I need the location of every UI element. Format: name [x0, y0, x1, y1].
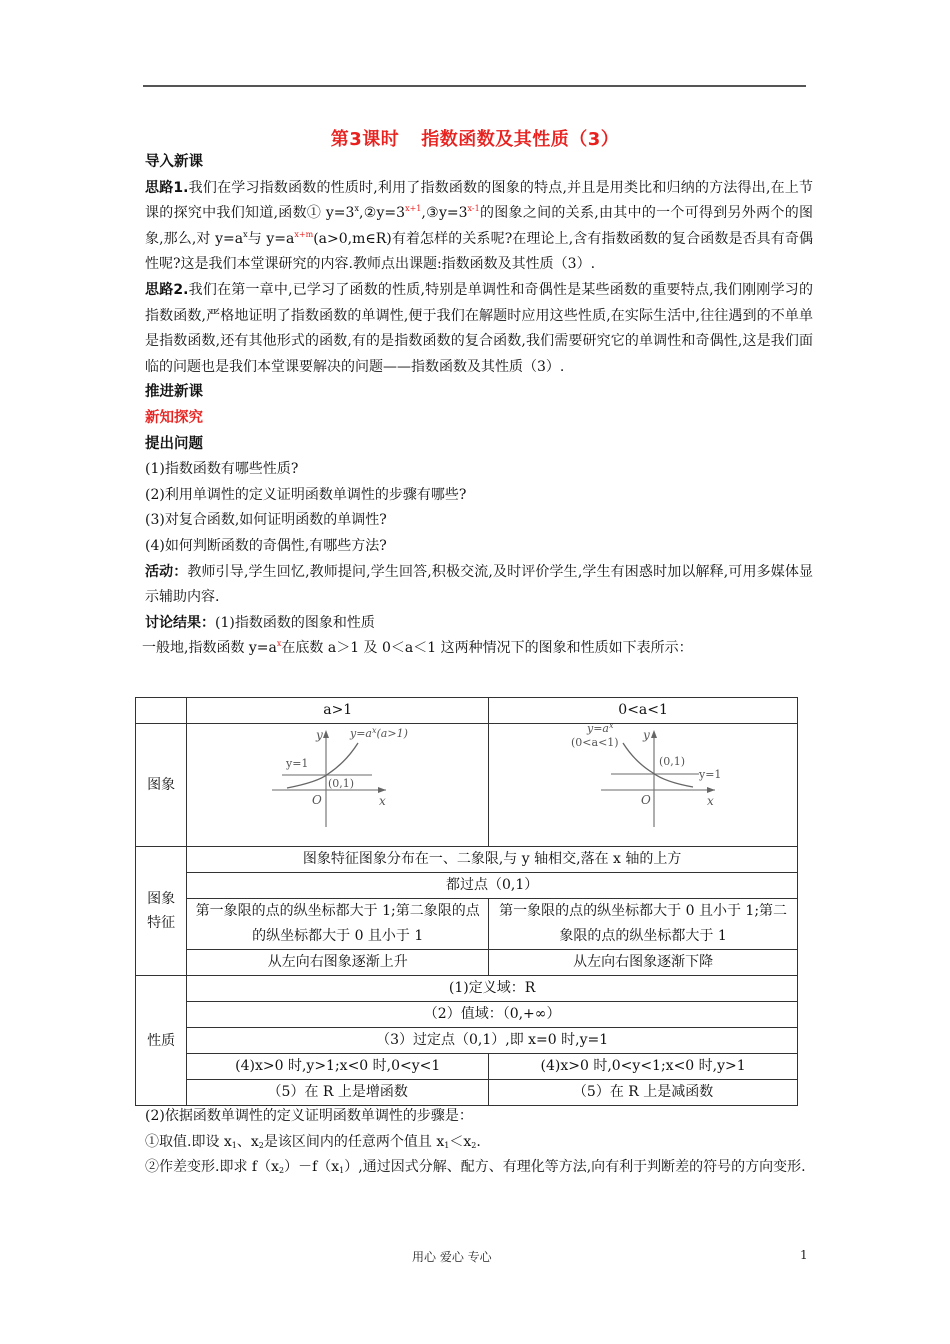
feature-row: [136, 950, 798, 976]
step-text: ）－f（x: [284, 1159, 340, 1176]
svg-text:y: y: [643, 728, 650, 742]
question-item: (3)对复合函数,如何证明函数的单调性?: [145, 512, 387, 529]
increasing-exponential-graph: [188, 724, 488, 846]
feature-row: [136, 847, 798, 873]
result-paragraph: [145, 611, 813, 637]
feature-row: [136, 873, 798, 899]
feature-cell: 图象特征图象分布在一、二象限,与 y 轴相交,落在 x 轴的上方: [187, 847, 798, 873]
exponential-properties-table: [135, 697, 798, 1106]
svg-text:(0<a<1): (0<a<1): [571, 736, 619, 749]
explore-heading: 新知探究: [145, 409, 203, 426]
activity-text: 教师引导,学生回忆,教师提问,学生回答,积极交流,及时评价学生,学生有困惑时加以解释,可用多媒体显示辅助内容.: [145, 563, 813, 606]
feature-label-line: 特征: [147, 915, 176, 931]
step-text: ②作差变形.即求 f（x: [145, 1159, 279, 1176]
svg-text:x: x: [707, 794, 714, 808]
feature-cell: 从左向右图象逐渐上升: [187, 950, 489, 976]
feature-label-line: 图象: [147, 891, 176, 907]
subscript: 1: [444, 1140, 450, 1150]
svg-text:(0,1): (0,1): [327, 777, 354, 790]
svg-text:y=1: y=1: [699, 768, 722, 781]
idea1-label: 思路1.: [145, 179, 189, 196]
subscript: 2: [278, 1166, 285, 1176]
after-table-body: [145, 1104, 813, 1181]
title-lesson: 第3课时: [330, 129, 400, 150]
step-text: 、x: [236, 1133, 259, 1150]
feature-cell: 第一象限的点的纵坐标都大于 1;第二象限的点的纵坐标都大于 0 且小于 1: [187, 899, 489, 950]
property-cell: (4)x>0 时,y>1;x<0 时,0<y<1: [187, 1054, 489, 1080]
subscript: 1: [231, 1140, 237, 1150]
general-paragraph: [142, 636, 813, 662]
property-cell: （2）值域：（0,+∞）: [187, 1002, 798, 1028]
header-cell: [136, 698, 187, 724]
activity-label: 活动：: [145, 563, 188, 580]
questions-heading: 提出问题: [145, 435, 203, 452]
steps-intro: (2)依据函数单调性的定义证明函数单调性的步骤是：: [145, 1108, 473, 1124]
question-item: (1)指数函数有哪些性质?: [145, 461, 299, 478]
superscript: x: [276, 639, 282, 649]
header-cell: 0<a<1: [489, 698, 798, 724]
idea2-paragraph: [145, 278, 813, 380]
step-text: ）,通过因式分解、配方、有理化等方法,向有利于判断差的符号的方向变形.: [344, 1159, 806, 1176]
idea2-label: 思路2.: [145, 281, 189, 298]
svg-text:y=ax: $y=a^x$: [587, 724, 614, 735]
step-text: .: [476, 1133, 481, 1150]
idea1-text: ,②y=3: [358, 205, 406, 222]
superscript: x+m: [294, 229, 314, 239]
graph-cell-increasing: [187, 724, 489, 847]
step-text: ①取值.即设 x: [145, 1133, 232, 1150]
graph-cell-decreasing: [489, 724, 798, 847]
idea1-text: ,③y=3: [421, 205, 468, 222]
superscript: x-1: [467, 204, 480, 214]
table-header-row: [136, 698, 798, 724]
property-row: [136, 1054, 798, 1080]
property-label: 性质: [136, 976, 187, 1106]
question-item: (2)利用单调性的定义证明函数单调性的步骤有哪些?: [145, 486, 467, 503]
property-row: [136, 1080, 798, 1106]
graph-row: [136, 724, 798, 847]
graph-label: 图象: [136, 724, 187, 847]
result-label: 讨论结果：: [145, 614, 215, 631]
svg-text:O: O: [311, 793, 322, 807]
footer-motto: 用心 爱心 专心: [412, 1250, 492, 1264]
step-1: [145, 1130, 813, 1156]
idea2-text: 我们在第一章中,已学习了函数的性质,特别是单调性和奇偶性是某些函数的重要特点,我们刚刚学习的指数函数,严格地证明了指数函数的单调性,便于我们在解题时应用这些性质,在实际生活中,往往遇到的不单单是指数函数,还有其他形式的函数,有的是指数函数的复合函数,我们需要研究它的单调性和奇偶性,这是我们面临的问题也是我们本堂课要解决的问题——指数函数及其性质（3）.: [145, 281, 813, 375]
subscript: 2: [258, 1140, 264, 1150]
property-cell: （3）过定点（0,1）,即 x=0 时,y=1: [187, 1028, 798, 1054]
svg-text:y: y: [315, 728, 323, 742]
result-text: (1)指数函数的图象和性质: [215, 614, 375, 631]
svg-text:(0,1): (0,1): [659, 755, 686, 768]
feature-cell: 都过点（0,1）: [187, 873, 798, 899]
page-number: 1: [800, 1248, 808, 1262]
advance-heading: 推进新课: [145, 384, 203, 401]
svg-text:y=1: y=1: [285, 757, 309, 770]
feature-label: [136, 847, 187, 976]
general-text: 在底数 a＞1 及 0＜a＜1 这两种情况下的图象和性质如下表所示：: [281, 640, 693, 657]
idea1-text: (a>0,m∈R)有着怎样的关系呢?在理论上,含有指数函数的复合函数是否具有奇偶性呢?这是我们本堂课研究的内容.教师点出课题:指数函数及其性质（3）.: [145, 230, 813, 273]
idea1-text: 我们在学习指数函数的性质时,利用了指数函数的图象的特点,并且是用类比和归纳的方法得出,在上节课的探究中我们知道,函数① y=3: [145, 179, 813, 222]
activity-paragraph: [145, 560, 813, 611]
property-row: [136, 1002, 798, 1028]
intro-heading: 导入新课: [145, 154, 203, 170]
idea1-paragraph: [145, 176, 813, 278]
property-row: [136, 976, 798, 1002]
feature-cell: 从左向右图象逐渐下降: [489, 950, 798, 976]
property-row: [136, 1028, 798, 1054]
superscript: x: [243, 229, 248, 239]
general-text: 一般地,指数函数 y=a: [142, 640, 277, 657]
property-cell: （5）在 R 上是减函数: [489, 1080, 798, 1106]
header-cell: a>1: [187, 698, 489, 724]
header-rule: [143, 85, 806, 87]
feature-cell: 第一象限的点的纵坐标都大于 0 且小于 1;第二象限的点的纵坐标都大于 1: [489, 899, 798, 950]
property-cell: （5）在 R 上是增函数: [187, 1080, 489, 1106]
idea1-text: 与 y=a: [247, 230, 295, 247]
question-item: (4)如何判断函数的奇偶性,有哪些方法?: [145, 537, 387, 554]
idea1-text: 的图象之间的关系,由其中的一个可得到另外两个的图象,那么,对 y=a: [145, 205, 813, 247]
step-2: [145, 1155, 813, 1181]
superscript: x+1: [405, 204, 422, 214]
decreasing-exponential-graph: [493, 724, 793, 846]
svg-text:y=ax(a>1): $y=a^x(a>1)$: [349, 726, 408, 740]
page-title: [0, 125, 950, 151]
svg-text:O: O: [641, 793, 651, 807]
subscript: 2: [471, 1140, 477, 1150]
document-body: [142, 150, 813, 662]
subscript: 1: [339, 1166, 345, 1176]
feature-row: [136, 899, 798, 950]
step-text: 是该区间内的任意两个值且 x: [263, 1133, 445, 1150]
superscript: x: [354, 204, 359, 214]
step-text: ＜x: [449, 1133, 472, 1150]
property-cell: (4)x>0 时,0<y<1;x<0 时,y>1: [489, 1054, 798, 1080]
property-cell: (1)定义域：R: [187, 976, 798, 1002]
title-topic: 指数函数及其性质（3）: [421, 129, 620, 150]
svg-text:x: x: [378, 794, 386, 808]
